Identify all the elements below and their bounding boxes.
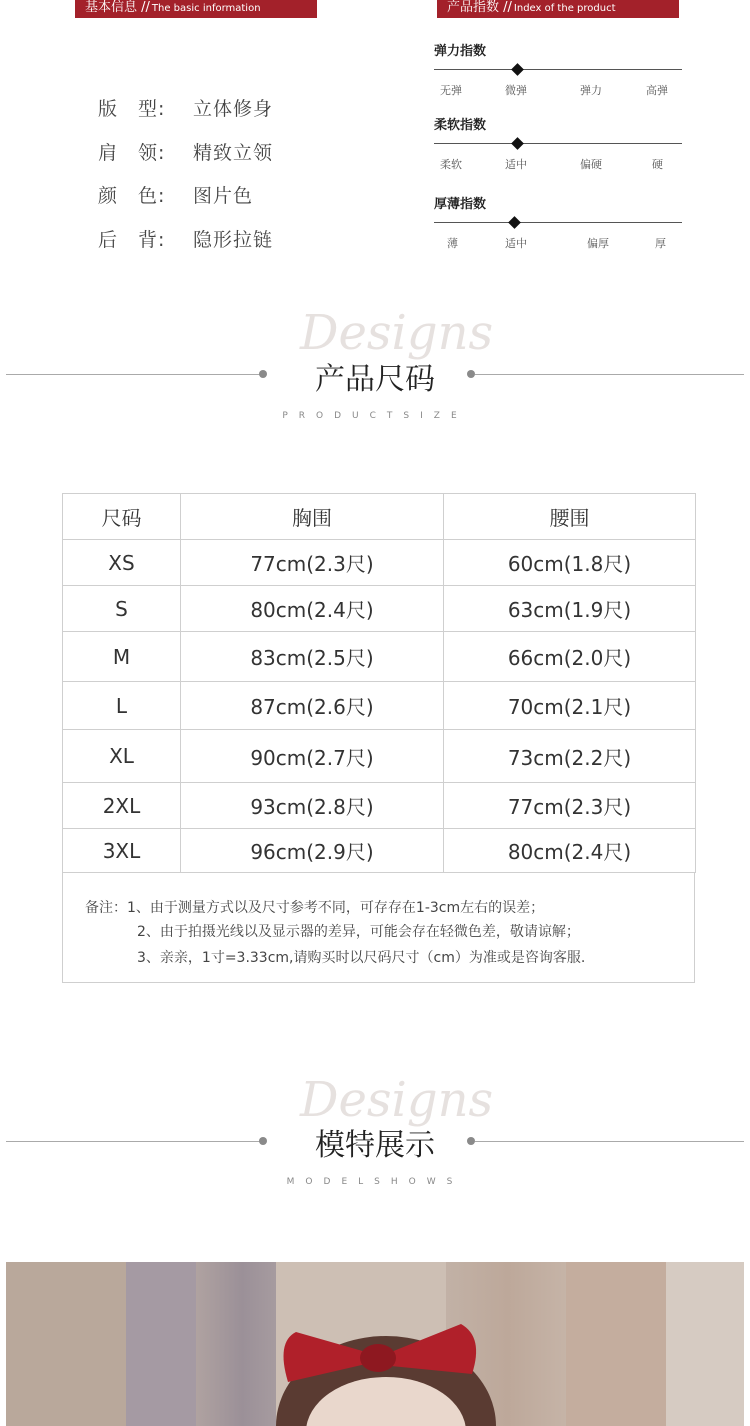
elasticity-label: 弹力: [580, 84, 602, 97]
size-cell: 2XL: [63, 783, 181, 829]
elasticity-index-marker: [511, 63, 524, 76]
size-cell: XL: [63, 730, 181, 783]
waist-cell: 60cm(1.8尺): [444, 540, 696, 586]
table-header-row: [63, 494, 696, 540]
basic-info-row: [98, 138, 273, 165]
note-line: 2、由于拍摄光线以及显示器的差异，可能会存在轻微色差，敬请谅解；: [137, 924, 580, 940]
bust-cell: 90cm(2.7尺): [181, 730, 444, 783]
softness-index-line: [434, 143, 682, 144]
basic-info-label: 颜 色:: [98, 185, 166, 207]
product-index-banner-cn: 产品指数 //: [447, 0, 512, 15]
waist-cell: 80cm(2.4尺): [444, 829, 696, 873]
model-photo-illustration: [6, 1262, 744, 1426]
model-section-subtitle: MODELSHOWS: [286, 1177, 464, 1187]
model-section-script-watermark: Designs: [300, 1072, 494, 1128]
table-row: [63, 730, 696, 783]
basic-info-banner-en: The basic information: [151, 3, 261, 14]
basic-info-value: 图片色: [193, 185, 254, 207]
product-index-banner: [437, 0, 679, 18]
thickness-label: 偏厚: [587, 237, 609, 250]
softness-label: 柔软: [440, 158, 462, 171]
basic-info-row: [98, 94, 273, 121]
size-cell: 3XL: [63, 829, 181, 873]
note-line: 3、亲亲，1寸=3.33cm,请购买时以尺码尺寸（cm）为准或是咨询客服.: [137, 950, 586, 966]
size-cell: XS: [63, 540, 181, 586]
bust-cell: 83cm(2.5尺): [181, 632, 444, 682]
waist-cell: 63cm(1.9尺): [444, 586, 696, 632]
softness-label: 适中: [505, 158, 527, 171]
size-notes: [62, 872, 695, 983]
size-section-subtitle: PRODUCTSIZE: [282, 411, 468, 421]
table-header-cell: 腰围: [444, 494, 696, 540]
table-header-cell: 胸围: [181, 494, 444, 540]
thickness-label: 薄: [447, 237, 458, 250]
basic-info-row: [98, 225, 273, 252]
model-photo: [6, 1262, 744, 1426]
table-row: [63, 829, 696, 873]
model-section-title: 模特展示: [315, 1128, 435, 1163]
basic-info-value: 隐形拉链: [193, 229, 274, 251]
waist-cell: 66cm(2.0尺): [444, 632, 696, 682]
basic-info-value: 立体修身: [193, 98, 274, 120]
product-index-banner-en: Index of the product: [513, 3, 616, 14]
bust-cell: 96cm(2.9尺): [181, 829, 444, 873]
basic-info-banner-cn: 基本信息 //: [85, 0, 150, 15]
size-section-script-watermark: Designs: [300, 305, 494, 361]
bust-cell: 77cm(2.3尺): [181, 540, 444, 586]
softness-index-marker: [511, 137, 524, 150]
basic-info-label: 后 背:: [98, 229, 166, 251]
waist-cell: 77cm(2.3尺): [444, 783, 696, 829]
bust-cell: 87cm(2.6尺): [181, 682, 444, 730]
thickness-index-line: [434, 222, 682, 223]
size-table: [62, 493, 696, 873]
basic-info-value: 精致立领: [193, 142, 274, 164]
table-row: [63, 783, 696, 829]
basic-info-row: [98, 181, 253, 208]
basic-info-banner: [75, 0, 317, 18]
waist-cell: 70cm(2.1尺): [444, 682, 696, 730]
elasticity-label: 无弹: [440, 84, 462, 97]
size-cell: M: [63, 632, 181, 682]
softness-label: 偏硬: [580, 158, 602, 171]
waist-cell: 73cm(2.2尺): [444, 730, 696, 783]
elasticity-label: 微弹: [505, 84, 527, 97]
thickness-label: 适中: [505, 237, 527, 250]
size-cell: L: [63, 682, 181, 730]
basic-info-label: 肩 领:: [98, 142, 166, 164]
softness-label: 硬: [652, 158, 663, 171]
table-header-cell: 尺码: [63, 494, 181, 540]
thickness-index-title: 厚薄指数: [434, 197, 487, 212]
softness-index-title: 柔软指数: [434, 118, 487, 133]
thickness-label: 厚: [655, 237, 666, 250]
elasticity-index-title: 弹力指数: [434, 44, 487, 59]
basic-info-label: 版 型:: [98, 98, 166, 120]
bust-cell: 80cm(2.4尺): [181, 586, 444, 632]
table-row: [63, 540, 696, 586]
elasticity-label: 高弹: [646, 84, 668, 97]
thickness-index-marker: [508, 216, 521, 229]
size-cell: S: [63, 586, 181, 632]
note-line: 备注：1、由于测量方式以及尺寸参考不同，可存存在1-3cm左右的误差；: [85, 900, 545, 916]
table-row: [63, 632, 696, 682]
table-row: [63, 682, 696, 730]
table-row: [63, 586, 696, 632]
bust-cell: 93cm(2.8尺): [181, 783, 444, 829]
size-section-title: 产品尺码: [315, 362, 435, 397]
elasticity-index-line: [434, 69, 682, 70]
